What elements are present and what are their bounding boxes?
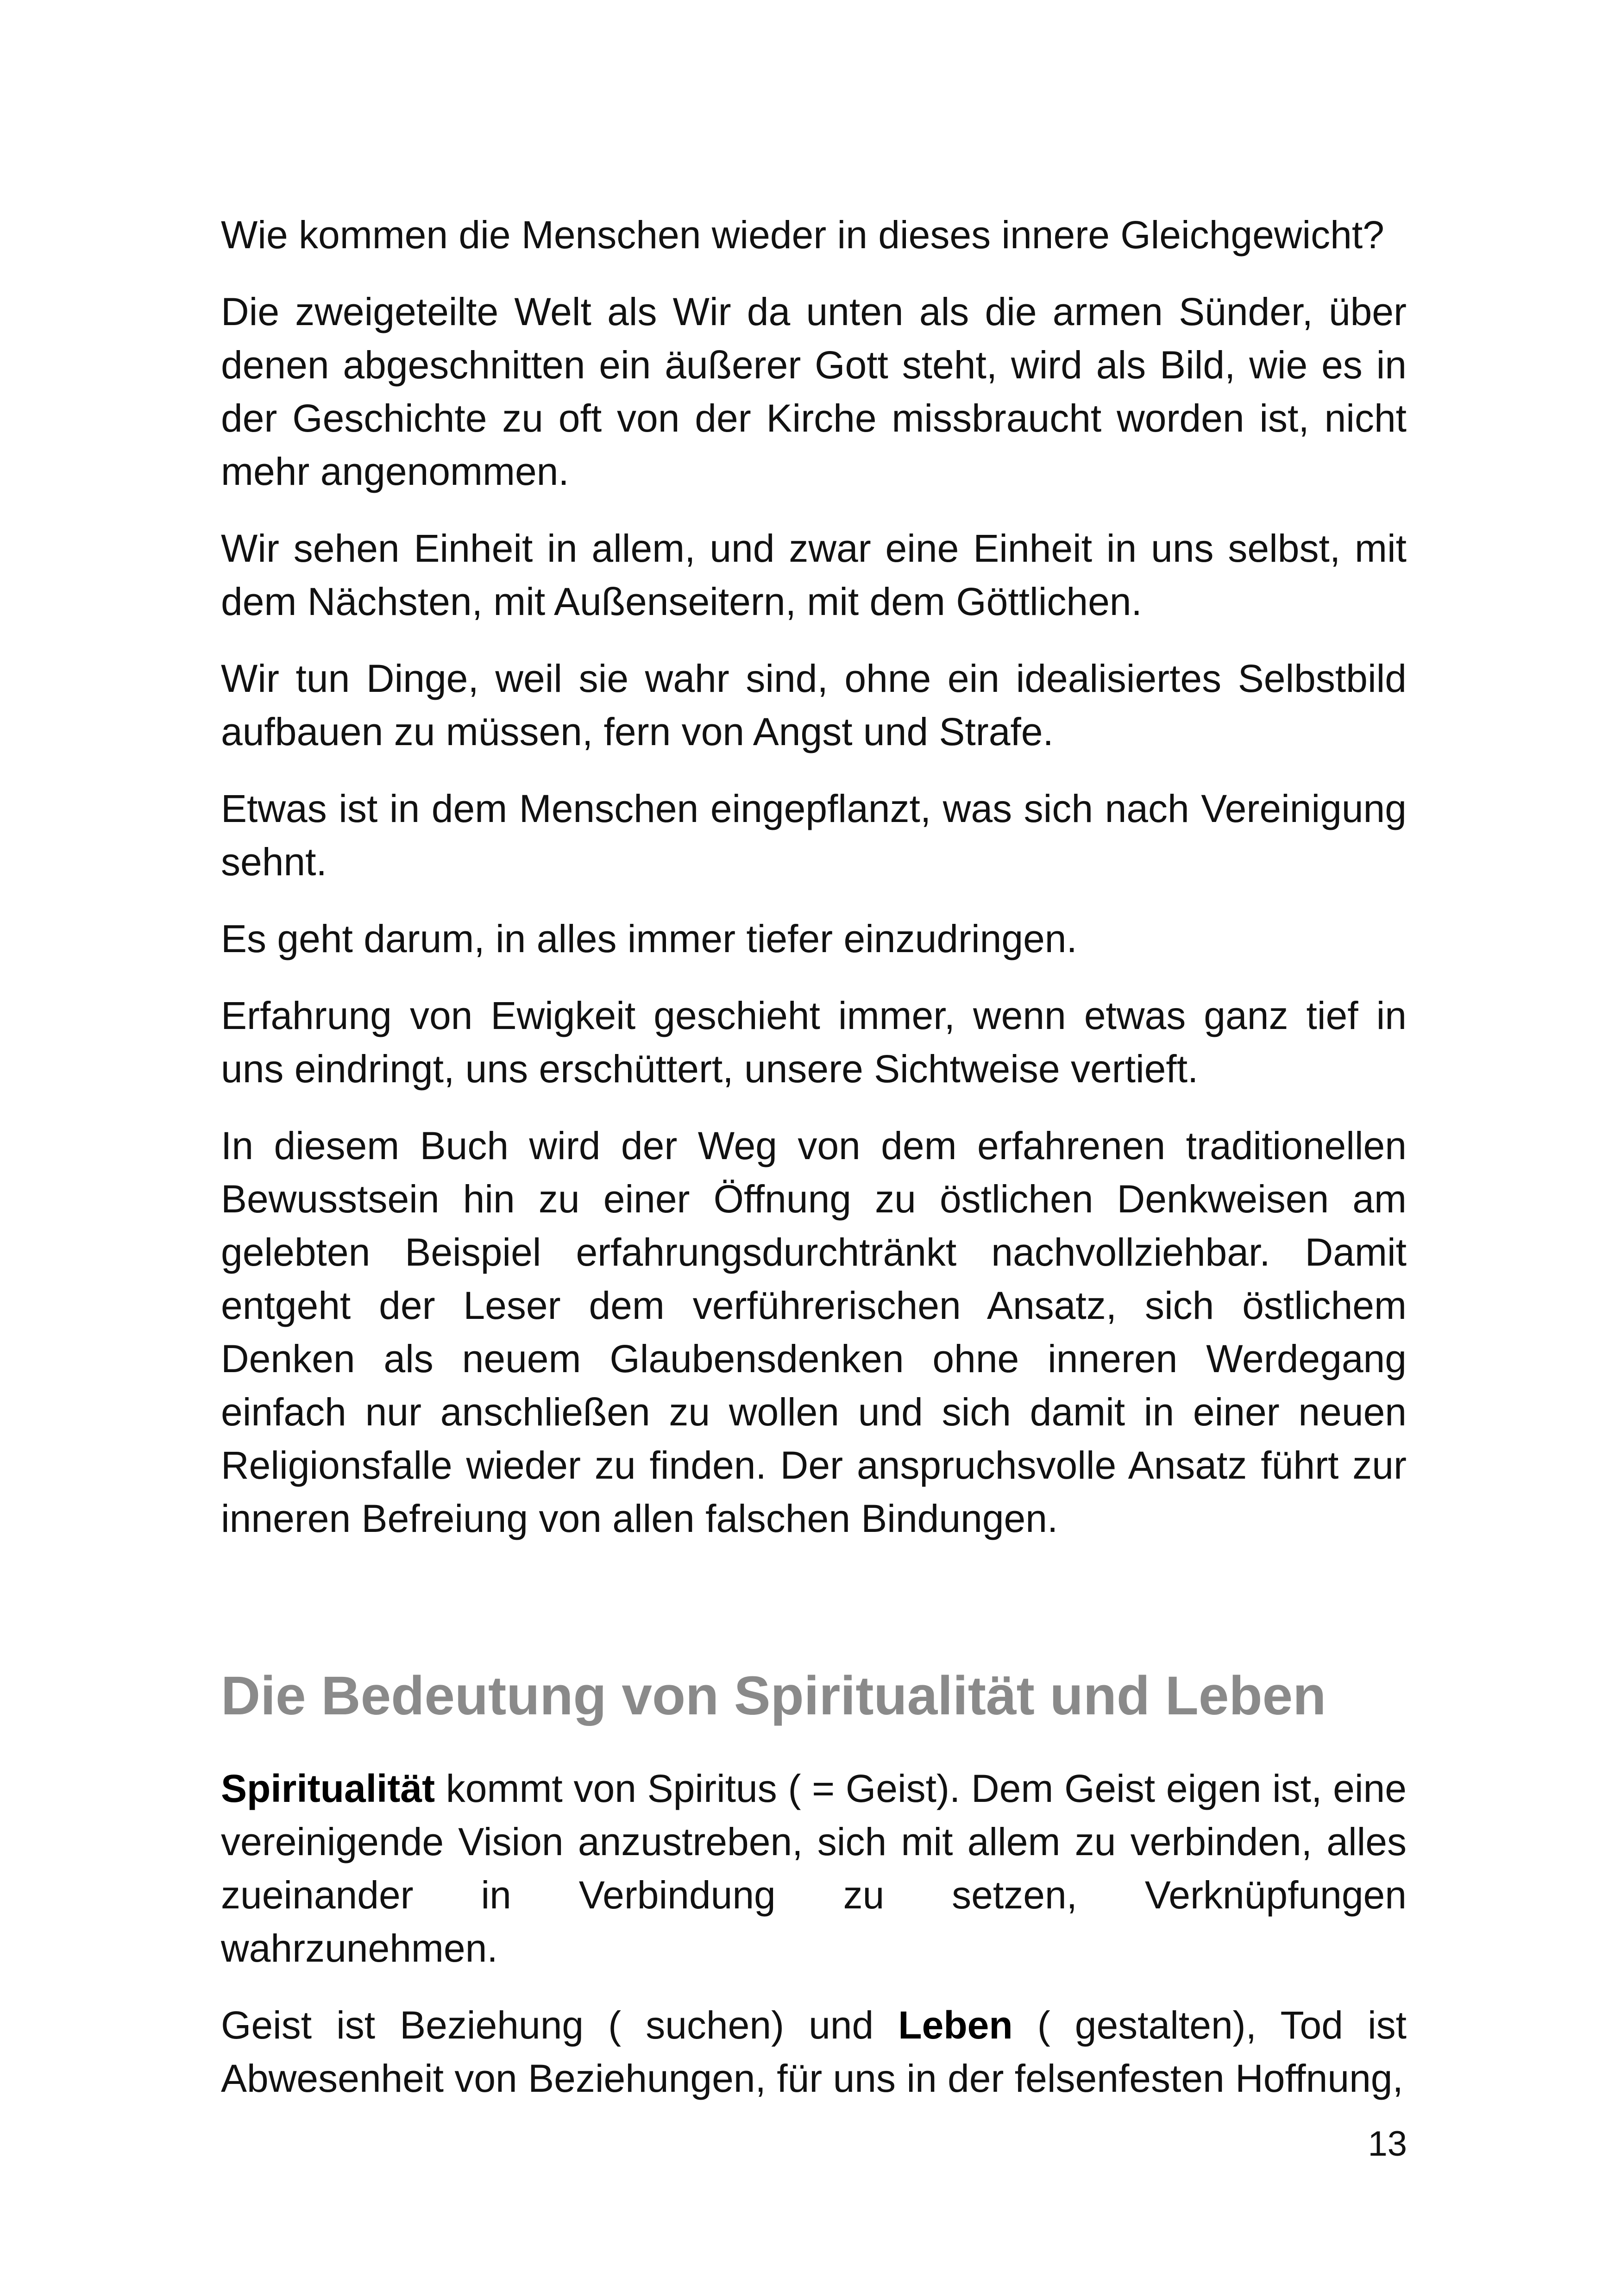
paragraph-7: Erfahrung von Ewigkeit geschieht immer, wenn etwas ganz tief in uns eindringt, uns erschüttert, unsere Sichtweise vertieft. bbox=[221, 994, 1407, 1091]
intro-text bbox=[221, 208, 1407, 1545]
paragraph-2: Die zweigeteilte Welt als Wir da unten als die armen Sünder, über denen abgeschnitten ein äußerer Gott steht, wird als Bild, wie es in der Geschichte zu oft von der Kirche missbraucht worden ist, nicht mehr angenommen. bbox=[221, 290, 1407, 493]
section-text bbox=[221, 1762, 1407, 2105]
paragraph-6: Es geht darum, in alles immer tiefer einzudringen. bbox=[221, 917, 1077, 960]
paragraph-8: In diesem Buch wird der Weg von dem erfahrenen traditionellen Bewusstsein hin zu einer Öffnung zu östlichen Denkweisen am gelebten Beispiel erfahrungsdurchtränkt nachvollziehbar. Damit entgeht der Leser dem verführerischen Ansatz, sich östlichem Denken als neuem Glaubensdenken ohne inneren Werdegang einfach nur anschließen zu wollen und sich damit in einer neuen Religionsfalle wieder zu finden. Der anspruchsvolle Ansatz führt zur inneren Befreiung von allen falschen Bindungen. bbox=[221, 1124, 1407, 1540]
term-leben: Leben bbox=[898, 2003, 1013, 2047]
section-heading: Die Bedeutung von Spiritualität und Leben bbox=[221, 1665, 1326, 1726]
paragraph-geist-end: ( gestalten), Tod ist Abwesenheit von Beziehungen, für uns in der felsenfesten Hoffnung, bbox=[221, 2003, 1407, 2100]
page-number: 13 bbox=[1368, 2124, 1407, 2164]
paragraph-geist-start: Geist ist Beziehung ( suchen) und bbox=[221, 2003, 898, 2047]
paragraph-5: Etwas ist in dem Menschen eingepflanzt, was sich nach Vereinigung sehnt. bbox=[221, 787, 1407, 884]
paragraph-spiritualitaet bbox=[221, 1762, 1407, 1975]
paragraph-spiritualitaet-text: kommt von Spiritus ( = Geist). Dem Geist eigen ist, eine vereinigende Vision anzustreben, sich mit allem zu verbinden, alles zueinander in Verbindung zu setzen, Verknüpfungen wahrzunehmen. bbox=[221, 1767, 1407, 1970]
paragraph-1: Wie kommen die Menschen wieder in dieses innere Gleichgewicht? bbox=[221, 213, 1384, 257]
term-spiritualitaet: Spiritualität bbox=[221, 1767, 435, 1810]
paragraph-geist bbox=[221, 1999, 1407, 2105]
paragraph-4: Wir tun Dinge, weil sie wahr sind, ohne ein idealisiertes Selbstbild aufbauen zu müssen, fern von Angst und Strafe. bbox=[221, 657, 1407, 753]
paragraph-3: Wir sehen Einheit in allem, und zwar eine Einheit in uns selbst, mit dem Nächsten, mit Außenseitern, mit dem Göttlichen. bbox=[221, 527, 1407, 623]
